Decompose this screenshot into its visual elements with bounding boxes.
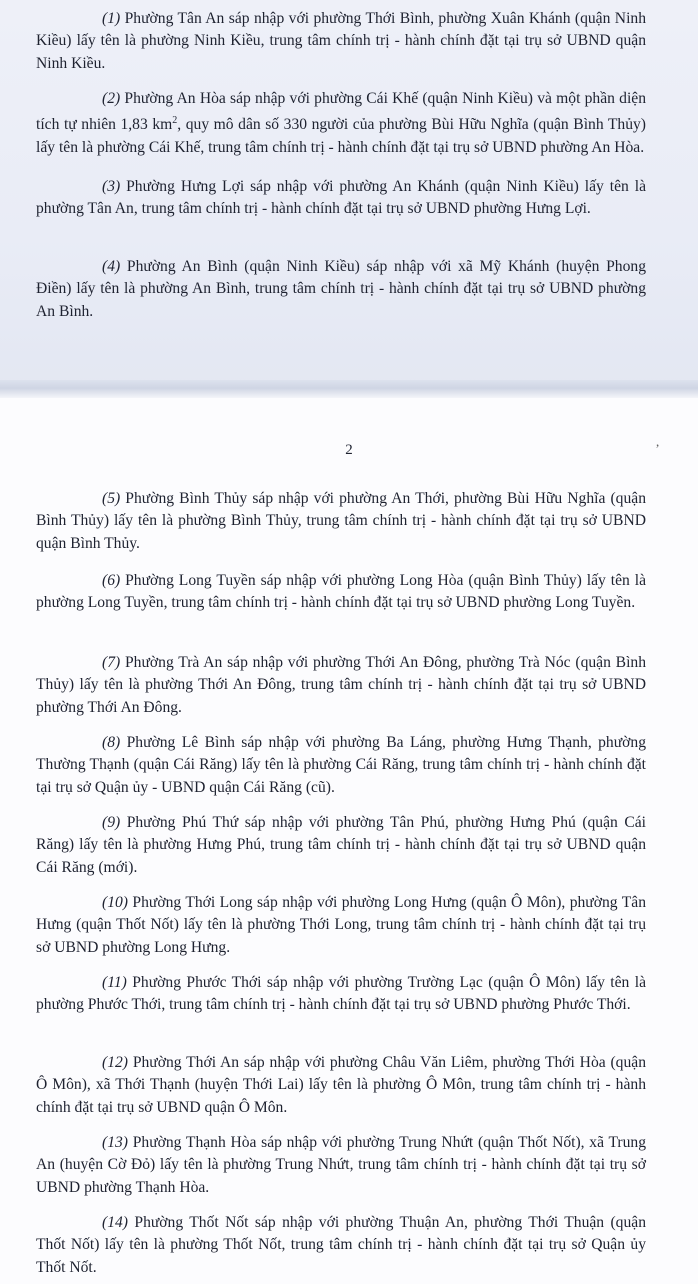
item-number: (11) xyxy=(102,974,127,991)
scan-speck: , xyxy=(656,434,660,449)
item-3 xyxy=(36,176,646,221)
item-text: Phường An Hòa sáp nhập với phường Cái Khế (quận Ninh Kiều) và một phần diện tích tự nhiên 1,83 km xyxy=(36,90,646,134)
item-14 xyxy=(36,1212,646,1279)
item-text: Phường Hưng Lợi sáp nhập với phường An Khánh (quận Ninh Kiều) lấy tên là phường Tân An, trung tâm chính trị - hành chính đặt tại trụ sở UBND phường Hưng Lợi. xyxy=(36,178,646,218)
item-text: Phường Phú Thứ sáp nhập với phường Tân Phú, phường Hưng Phú (quận Cái Răng) lấy tên là phường Hưng Phú, trung tâm chính trị - hành chính đặt tại trụ sở UBND quận Cái Răng (mới). xyxy=(36,814,646,876)
item-number: (12) xyxy=(102,1054,128,1071)
item-4 xyxy=(36,256,646,323)
item-11 xyxy=(36,972,646,1017)
item-text: Phường Thới Long sáp nhập với phường Long Hưng (quận Ô Môn), phường Tân Hưng (quận Thốt Nốt) lấy tên là phường Thới Long, trung tâm chính trị - hành chính đặt tại trụ sở UBND phường Long Hưng. xyxy=(36,894,646,956)
item-text: Phường An Bình (quận Ninh Kiều) sáp nhập với xã Mỹ Khánh (huyện Phong Điền) lấy tên là phường An Bình, trung tâm chính trị - hành chính đặt tại trụ sở UBND phường An Bình. xyxy=(36,258,646,320)
item-number: (7) xyxy=(102,654,121,671)
item-number: (10) xyxy=(102,894,128,911)
item-number: (3) xyxy=(102,178,121,195)
item-13 xyxy=(36,1132,646,1199)
item-12 xyxy=(36,1052,646,1119)
item-7 xyxy=(36,652,646,719)
item-number: (6) xyxy=(102,572,121,589)
item-number: (8) xyxy=(102,734,121,751)
item-text-cont: , quy mô dân số 330 người của phường Bùi Hữu Nghĩa (quận Bình Thủy) lấy tên là phường Cái Khế, trung tâm chính trị - hành chính đặt tại trụ sở UBND phường An Hòa. xyxy=(36,116,646,156)
item-9 xyxy=(36,812,646,879)
item-6 xyxy=(36,570,646,615)
item-number: (14) xyxy=(102,1214,128,1231)
superscript: 2 xyxy=(172,115,178,127)
item-1 xyxy=(36,8,646,75)
item-text: Phường Long Tuyền sáp nhập với phường Long Hòa (quận Bình Thủy) lấy tên là phường Long Tuyền, trung tâm chính trị - hành chính đặt tại trụ sở UBND phường Long Tuyền. xyxy=(36,572,647,612)
item-text: Phường Bình Thủy sáp nhập với phường An Thới, phường Bùi Hữu Nghĩa (quận Bình Thủy) lấy tên là phường Bình Thủy, trung tâm chính trị - hành chính đặt tại trụ sở UBND quận Bình Thủy. xyxy=(36,490,646,552)
item-8 xyxy=(36,732,646,799)
item-text: Phường Thạnh Hòa sáp nhập với phường Trung Nhứt (quận Thốt Nốt), xã Trung An (huyện Cờ Đỏ) lấy tên là phường Trung Nhứt, trung tâm chính trị - hành chính đặt tại trụ sở UBND phường Thạnh Hòa. xyxy=(36,1134,647,1196)
item-number: (9) xyxy=(102,814,121,831)
item-number: (5) xyxy=(102,490,121,507)
item-number: (4) xyxy=(102,258,121,275)
item-text: Phường Trà An sáp nhập với phường Thới An Đông, phường Trà Nóc (quận Bình Thủy) lấy tên là phường Thới An Đông, trung tâm chính trị - hành chính đặt tại trụ sở UBND phường Thới An Đông. xyxy=(36,654,647,716)
item-number: (2) xyxy=(102,90,121,107)
item-number: (13) xyxy=(102,1134,128,1151)
item-text: Phường Phước Thới sáp nhập với phường Trường Lạc (quận Ô Môn) lấy tên là phường Phước Thới, trung tâm chính trị - hành chính đặt tại trụ sở UBND phường Phước Thới. xyxy=(36,974,646,1014)
item-text: Phường Thốt Nốt sáp nhập với phường Thuận An, phường Thới Thuận (quận Thốt Nốt) lấy tên là phường Thốt Nốt, trung tâm chính trị - hành chính đặt tại trụ sở Quận ủy Thốt Nốt. xyxy=(36,1214,646,1276)
page-number: 2 xyxy=(345,442,353,458)
item-10 xyxy=(36,892,646,959)
page-break xyxy=(0,380,698,398)
item-number: (1) xyxy=(102,10,121,27)
item-text: Phường Thới An sáp nhập với phường Châu Văn Liêm, phường Thới Hòa (quận Ô Môn), xã Thới Thạnh (huyện Thới Lai) lấy tên là phường Ô Môn, trung tâm chính trị - hành chính đặt tại trụ sở UBND quận Ô Môn. xyxy=(36,1054,646,1116)
item-2 xyxy=(36,88,646,159)
item-text: Phường Tân An sáp nhập với phường Thới Bình, phường Xuân Khánh (quận Ninh Kiều) lấy tên là phường Ninh Kiều, trung tâm chính trị - hành chính đặt tại trụ sở UBND quận Ninh Kiều. xyxy=(36,10,646,72)
item-5 xyxy=(36,488,646,555)
item-text: Phường Lê Bình sáp nhập với phường Ba Láng, phường Hưng Thạnh, phường Thường Thạnh (quận Cái Răng) lấy tên là phường Cái Răng, trung tâm chính trị - hành chính đặt tại trụ sở Quận ủy - UBND quận Cái Răng (cũ). xyxy=(36,734,647,796)
